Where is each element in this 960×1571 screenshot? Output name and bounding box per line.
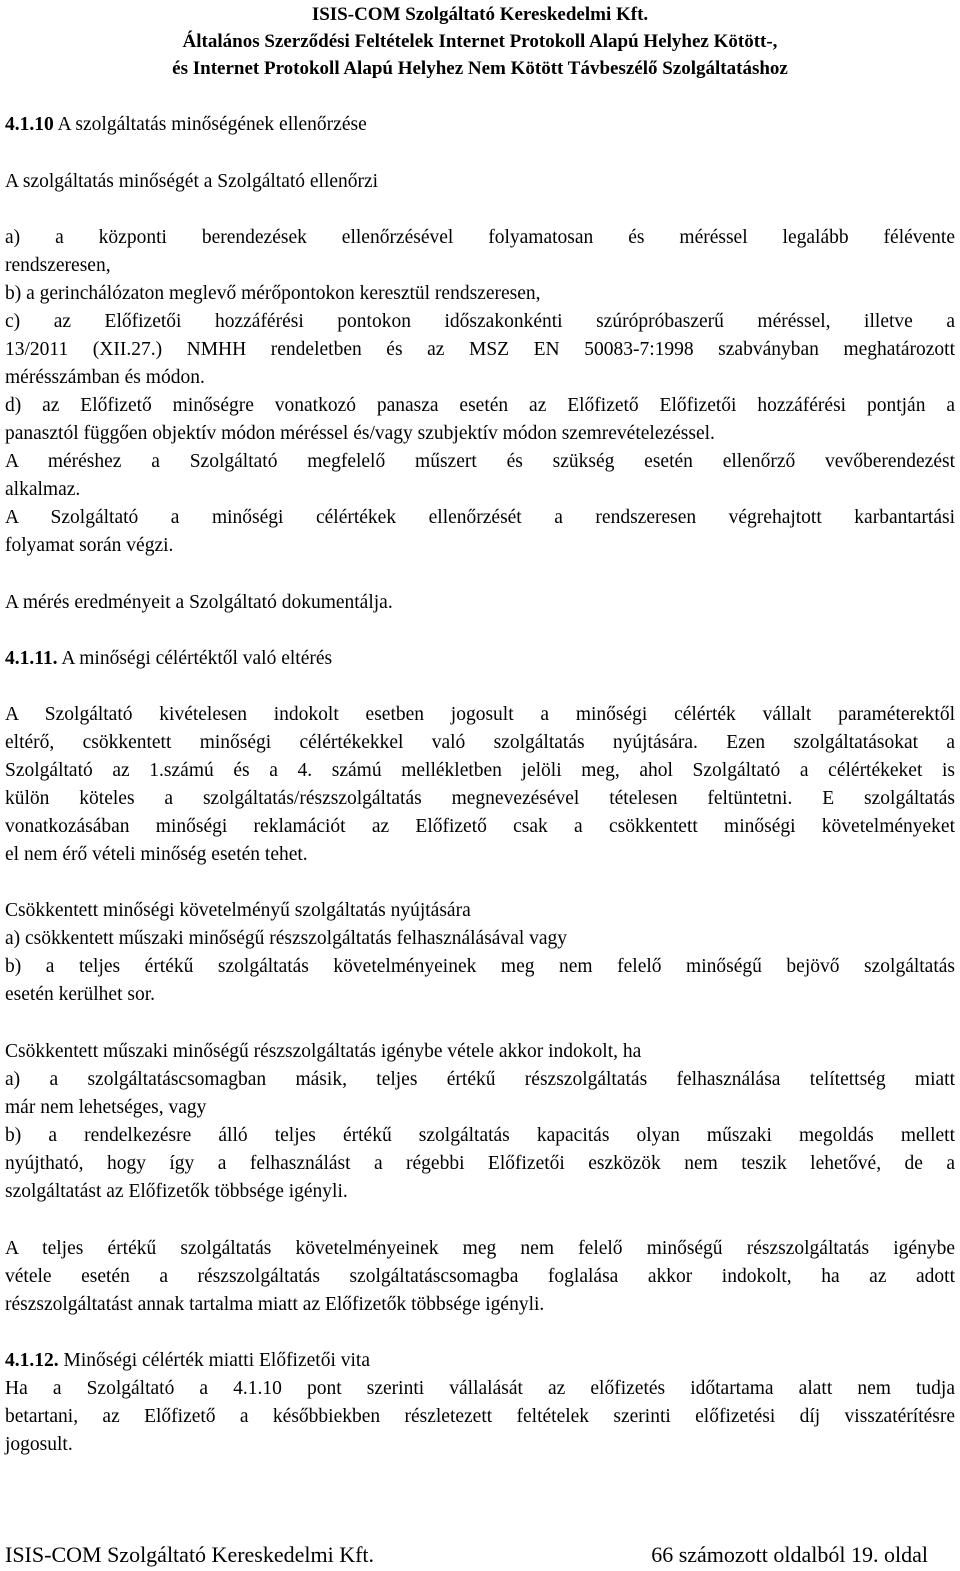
paragraph-line: b) a teljes értékű szolgáltatás követelményeinek meg nem felelő minőségű bejövő szolgáltatás	[5, 956, 955, 977]
footer-company: ISIS-COM Szolgáltató Kereskedelmi Kft.	[5, 1542, 375, 1567]
header-company: ISIS-COM Szolgáltató Kereskedelmi Kft.	[311, 4, 649, 25]
paragraph-line: nyújtható, hogy így a felhasználást a régebbi Előfizetői eszközök nem teszik lehetővé, de a	[5, 1153, 955, 1174]
paragraph-line: vétele esetén a részszolgáltatás szolgáltatáscsomagba foglalása akkor indokolt, ha az adott	[5, 1266, 955, 1287]
paragraph-line: már nem lehetséges, vagy	[5, 1097, 207, 1118]
section-heading-4-1-11	[5, 645, 332, 673]
section-title: A minőségi célértéktől való eltérés	[57, 648, 333, 669]
paragraph-line: el nem érő vételi minőség esetén tehet.	[5, 844, 308, 865]
paragraph-line: eltérő, csökkentett minőségi célértékekkel való szolgáltatás nyújtására. Ezen szolgáltatásokat a	[5, 732, 955, 753]
paragraph-line: részszolgáltatást annak tartalma miatt az Előfizetők többsége igényli.	[5, 1294, 545, 1315]
section-number: 4.1.11.	[5, 648, 58, 669]
paragraph-line: a) a központi berendezések ellenőrzésével folyamatosan és méréssel legalább félévente	[5, 227, 955, 248]
footer-page-number: 66 számozott oldalból 19. oldal	[651, 1542, 928, 1567]
paragraph-line: szolgáltatást az Előfizetők többsége igényli.	[5, 1181, 348, 1202]
header-title-line2: és Internet Protokoll Alapú Helyhez Nem Kötött Távbeszélő Szolgáltatáshoz	[172, 58, 788, 79]
paragraph-line: d) az Előfizető minőségre vonatkozó panasza esetén az Előfizető Előfizetői hozzáférési pontján a	[5, 395, 955, 416]
paragraph-line: 13/2011 (XII.27.) NMHH rendeletben és az MSZ EN 50083-7:1998 szabványban meghatározott	[5, 339, 955, 360]
section-number: 4.1.10	[5, 114, 54, 135]
paragraph-line: Csökkentett műszaki minőségű részszolgáltatás igénybe vétele akkor indokolt, ha	[5, 1041, 642, 1062]
paragraph-line: mérésszámban és módon.	[5, 367, 205, 388]
section-title: A szolgáltatás minőségének ellenőrzése	[53, 114, 367, 135]
paragraph-line: A teljes értékű szolgáltatás követelményeinek meg nem felelő minőségű részszolgáltatás igénybe	[5, 1238, 955, 1259]
paragraph-line: A méréshez a Szolgáltató megfelelő műszert és szükség esetén ellenőrző vevőberendezést	[5, 451, 955, 472]
paragraph-line: Szolgáltató az 1.számú és a 4. számú mellékletben jelöli meg, ahol Szolgáltató a célértékeket is	[5, 760, 955, 781]
paragraph-line: A mérés eredményeit a Szolgáltató dokumentálja.	[5, 592, 393, 613]
paragraph-line: panasztól függően objektív módon méréssel és/vagy szubjektív módon szemrevételezéssel.	[5, 423, 715, 444]
paragraph-line: A szolgáltatás minőségét a Szolgáltató ellenőrzi	[5, 171, 379, 192]
paragraph-line: folyamat során végzi.	[5, 535, 174, 556]
paragraph-line: a) csökkentett műszaki minőségű részszolgáltatás felhasználásával vagy	[5, 928, 568, 949]
paragraph-line: b) a gerinchálózaton meglevő mérőpontokon keresztül rendszeresen,	[5, 283, 541, 304]
paragraph-line: külön köteles a szolgáltatás/részszolgáltatás megnevezésével tételesen feltüntetni. E szolgáltatás	[5, 788, 955, 809]
paragraph-line: alkalmaz.	[5, 479, 81, 500]
paragraph-line: b) a rendelkezésre álló teljes értékű szolgáltatás kapacitás olyan műszaki megoldás mellett	[5, 1125, 955, 1146]
paragraph-line: A Szolgáltató kivételesen indokolt esetben jogosult a minőségi célérték vállalt paraméterektől	[5, 704, 955, 725]
paragraph-line: A Szolgáltató a minőségi célértékek ellenőrzését a rendszeresen végrehajtott karbantartási	[5, 507, 955, 528]
section-heading-4-1-10	[5, 111, 367, 139]
paragraph-line: Csökkentett minőségi követelményű szolgáltatás nyújtására	[5, 900, 471, 921]
paragraph-line: vonatkozásában minőségi reklamációt az Előfizető csak a csökkentett minőségi követelményeket	[5, 816, 955, 837]
paragraph-line: c) az Előfizetői hozzáférési pontokon időszakonkénti szúrópróbaszerű méréssel, illetve a	[5, 311, 955, 332]
paragraph-line: esetén kerülhet sor.	[5, 984, 155, 1005]
paragraph-line: a) a szolgáltatáscsomagban másik, teljes értékű részszolgáltatás felhasználása telítettség miatt	[5, 1069, 955, 1090]
paragraph-line: Ha a Szolgáltató a 4.1.10 pont szerinti vállalását az előfizetés időtartama alatt nem tudja	[5, 1378, 955, 1399]
section-title: Minőségi célérték miatti Előfizetői vita	[58, 1350, 370, 1371]
paragraph-line: jogosult.	[5, 1434, 73, 1455]
section-heading-4-1-12	[5, 1347, 370, 1375]
section-number: 4.1.12.	[5, 1350, 59, 1371]
paragraph-line: betartani, az Előfizető a későbbiekben részletezett feltételek szerinti előfizetési díj visszatérítésre	[5, 1406, 955, 1427]
paragraph-line: rendszeresen,	[5, 255, 111, 276]
header-title-line1: Általános Szerződési Feltételek Internet Protokoll Alapú Helyhez Kötött-,	[182, 31, 778, 52]
